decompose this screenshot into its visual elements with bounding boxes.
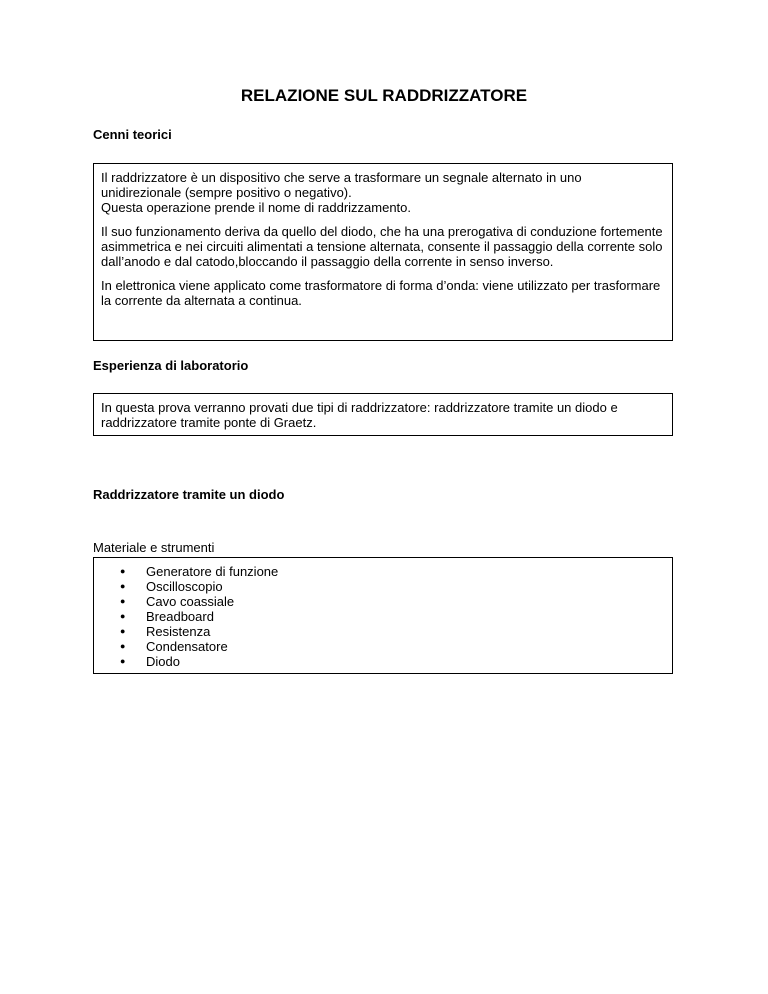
bullet-icon: ● xyxy=(120,656,126,666)
list-item xyxy=(101,639,665,654)
list-item xyxy=(101,594,665,609)
section-heading-lab: Esperienza di laboratorio xyxy=(93,358,249,373)
document-title: RELAZIONE SUL RADDRIZZATORE xyxy=(240,86,528,105)
materials-heading: Materiale e strumenti xyxy=(93,540,215,555)
bullet-icon: ● xyxy=(120,626,126,636)
list-item-label: Breadboard xyxy=(146,609,214,624)
list-item xyxy=(101,624,665,639)
list-item-label: Condensatore xyxy=(146,639,228,654)
bullet-icon: ● xyxy=(120,611,126,621)
materials-box xyxy=(93,557,673,674)
list-item-label: Cavo coassiale xyxy=(146,594,235,609)
list-item xyxy=(101,579,665,594)
section-heading-theory: Cenni teorici xyxy=(93,127,172,142)
list-item-label: Resistenza xyxy=(146,624,211,639)
materials-list xyxy=(101,564,665,669)
theory-box xyxy=(93,163,673,341)
bullet-icon: ● xyxy=(120,566,126,576)
list-item-label: Oscilloscopio xyxy=(146,579,223,594)
list-item xyxy=(101,564,665,579)
lab-paragraph: In questa prova verranno provati due tipi di raddrizzatore: raddrizzatore tramite un diodo e raddrizzatore tramite ponte di Graetz. xyxy=(101,400,618,430)
lab-box xyxy=(93,393,673,436)
theory-paragraph-1: Il raddrizzatore è un dispositivo che serve a trasformare un segnale alternato in uno unidirezionale (sempre positivo o negativo). xyxy=(101,170,582,200)
section-heading-diode: Raddrizzatore tramite un diodo xyxy=(93,487,285,502)
list-item xyxy=(101,654,665,669)
list-item xyxy=(101,609,665,624)
bullet-icon: ● xyxy=(120,641,126,651)
list-item-label: Generatore di funzione xyxy=(146,564,279,579)
theory-paragraph-3: Il suo funzionamento deriva da quello del diodo, che ha una prerogativa di conduzione fortemente asimmetrica e nei circuiti alimentati a tensione alternata, consente il passaggio della corrente solo dall’anodo e dal catodo,bloccando il passaggio della corrente in senso inverso. xyxy=(101,224,663,269)
list-item-label: Diodo xyxy=(146,654,180,669)
theory-paragraph-4: In elettronica viene applicato come trasformatore di forma d’onda: viene utilizzato per trasformare la corrente da alternata a continua. xyxy=(101,278,661,308)
theory-paragraph-2: Questa operazione prende il nome di raddrizzamento. xyxy=(101,200,412,215)
bullet-icon: ● xyxy=(120,596,126,606)
bullet-icon: ● xyxy=(120,581,126,591)
